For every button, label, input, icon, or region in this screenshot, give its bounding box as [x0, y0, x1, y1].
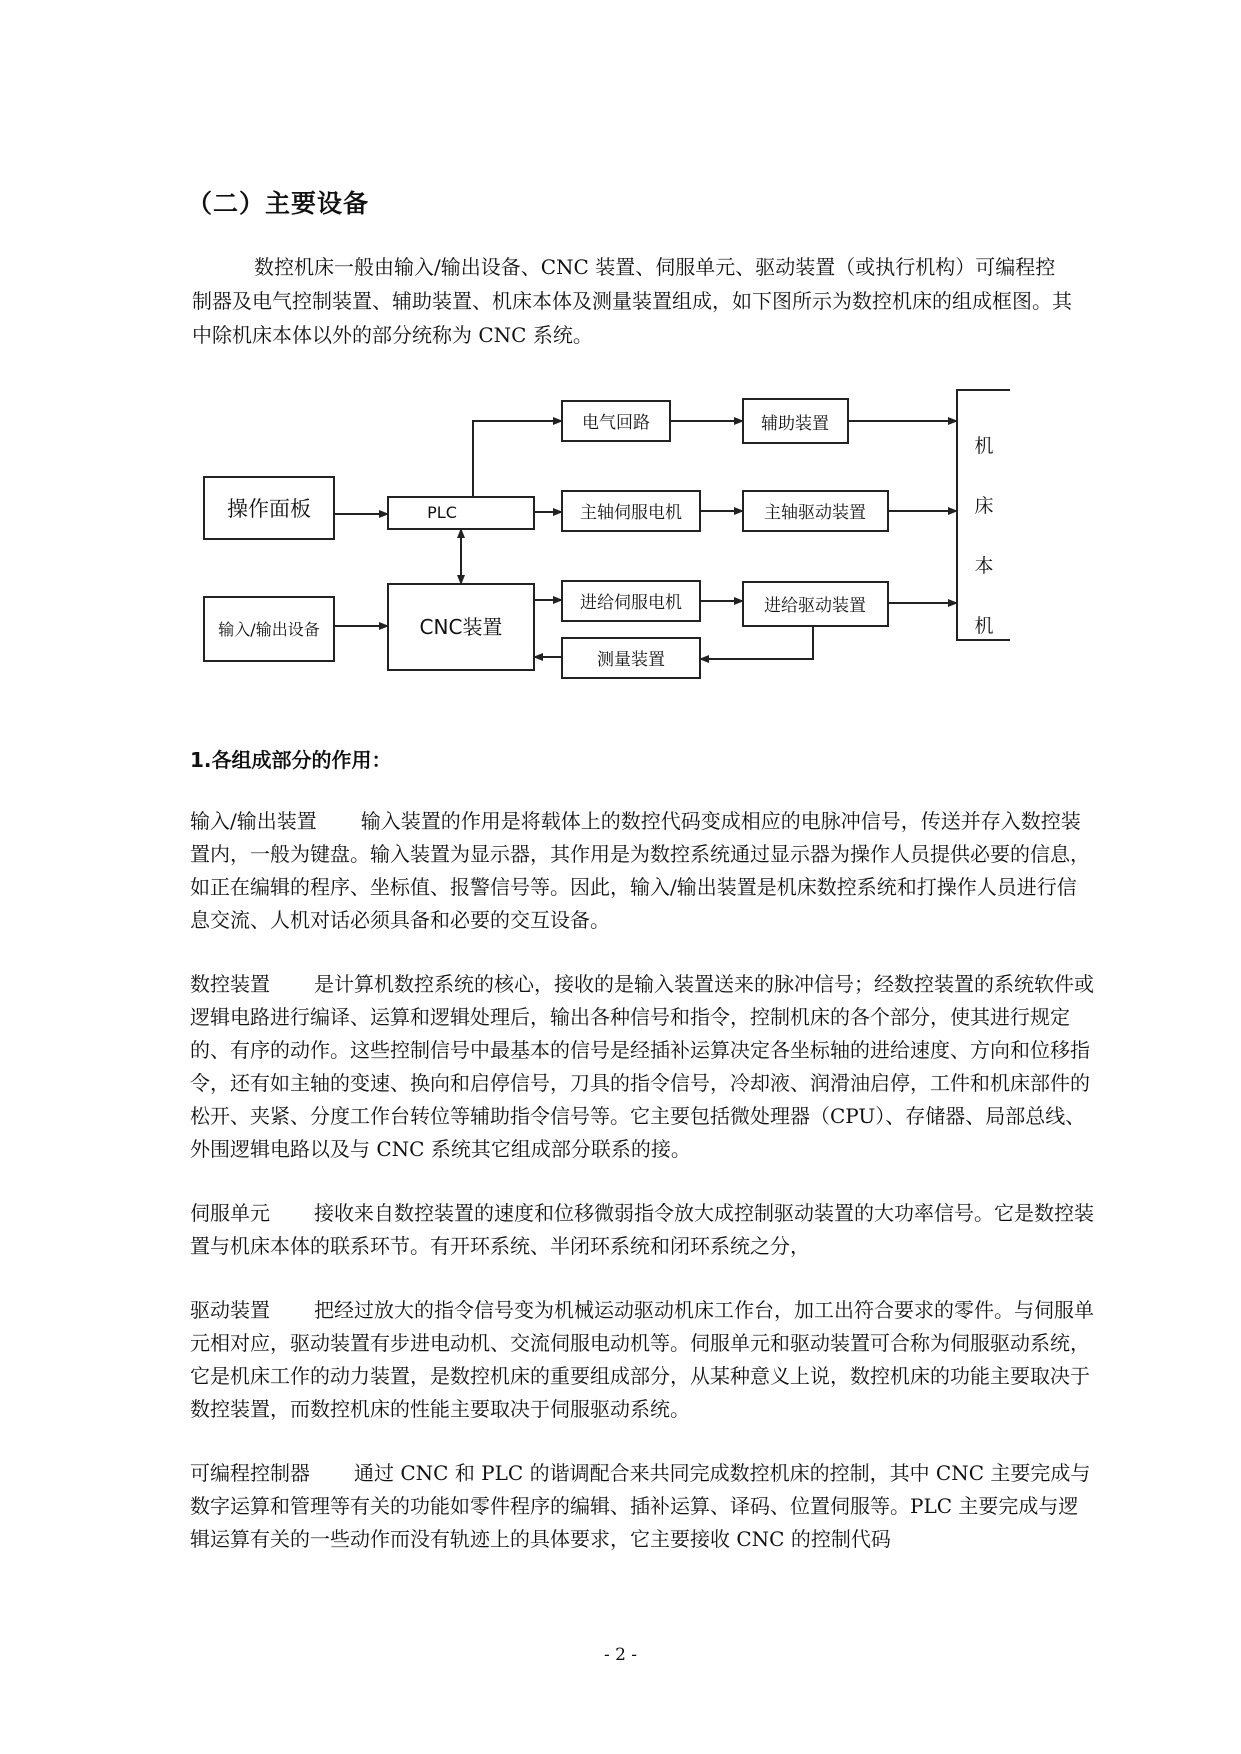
term-label: 输入/输出装置 — [190, 809, 317, 833]
section-text: 通过 CNC 和 PLC 的谐调配合来共同完成数控机床的控制，其中 CNC 主要完成与数字运算和管理等有关的功能如零件程序的编辑、插补运算、译码、位置伺服等。PLC 主要完成与逻辑运算有关的一些动作而没有轨迹上的具体要求，它主要接收 CNC 的控制代码 — [190, 1461, 1091, 1551]
io-device-label: 输入/输出设备 — [218, 620, 320, 639]
section-text: 输入装置的作用是将载体上的数控代码变成相应的电脉冲信号，传送并存入数控装置内，一般为键盘。输入装置为显示器，其作用是为数控系统通过显示器为操作人员提供必要的信息，如正在编辑的程序、坐标值、报警信号等。因此，输入/输出装置是机床数控系统和打操作人员进行信息交流、人机对话必须具备和必要的交互设备。 — [190, 809, 1090, 932]
components-text — [190, 805, 1095, 1587]
aux-device-label: 辅助装置 — [761, 414, 829, 434]
cnc-device-label: CNC装置 — [419, 615, 503, 639]
components-subheading: 1.各组成部分的作用： — [190, 748, 392, 772]
measure-device-label: 测量装置 — [597, 650, 665, 670]
section-text: 把经过放大的指令信号变为机械运动驱动机床工作台，加工出符合要求的零件。与伺服单元相对应，驱动装置有步进电动机、交流伺服电动机等。伺服单元和驱动装置可合称为伺服驱动系统，它是机床工作的动力装置，是数控机床的重要组成部分，从某种意义上说，数控机床的功能主要取决于数控装置，而数控机床的性能主要取决于伺服驱动系统。 — [190, 1298, 1094, 1421]
machine-body-char: 机 — [974, 435, 994, 457]
operator-panel-label: 操作面板 — [227, 497, 311, 521]
electric-circuit-label: 电气回路 — [582, 413, 650, 433]
machine-body-char: 本 — [974, 555, 994, 577]
section-servo — [190, 1197, 1095, 1263]
page-number: - 2 - — [603, 1645, 638, 1665]
section-drive — [190, 1294, 1095, 1426]
machine-body-char: 机 — [974, 615, 994, 637]
plc-label: PLC — [427, 503, 457, 522]
section-cnc — [190, 968, 1095, 1166]
section-io — [190, 805, 1095, 937]
intro-paragraph — [192, 250, 1072, 352]
section-plc — [190, 1457, 1095, 1556]
section-text: 是计算机数控系统的核心，接收的是输入装置送来的脉冲信号；经数控装置的系统软件或逻辑电路进行编译、运算和逻辑处理后，输出各种信号和指令，控制机床的各个部分，使其进行规定的、有序的动作。这些控制信号中最基本的信号是经插补运算决定各坐标轴的进给速度、方向和位移指令，还有如主轴的变速、换向和启停信号，刀具的指令信号，冷却液、润滑油启停，工件和机床部件的松开、夹紧、分度工作台转位等辅助指令信号等。它主要包括微处理器（CPU）、存储器、局部总线、外围逻辑电路以及与 CNC 系统其它组成部分联系的接。 — [190, 972, 1094, 1161]
intro-text: 数控机床一般由输入/输出设备、CNC 装置、伺服单元、驱动装置（或执行机构）可编程控制器及电气控制装置、辅助装置、机床本体及测量装置组成，如下图所示为数控机床的组成框图。其中除机床本体以外的部分统称为 CNC 系统。 — [192, 255, 1072, 347]
plc-box — [388, 497, 534, 529]
feed-drive-label: 进给驱动装置 — [764, 596, 866, 616]
cnc-block-diagram — [190, 385, 1010, 715]
term-label: 数控装置 — [190, 972, 270, 996]
section-text: 接收来自数控装置的速度和位移微弱指令放大成控制驱动装置的大功率信号。它是数控装置与机床本体的联系环节。有开环系统、半闭环系统和闭环系统之分， — [190, 1201, 1094, 1258]
feed-motor-label: 进给伺服电机 — [580, 593, 682, 613]
spindle-motor-label: 主轴伺服电机 — [580, 503, 682, 523]
section-heading: （二）主要设备 — [187, 189, 370, 218]
spindle-drive-label: 主轴驱动装置 — [764, 503, 866, 523]
machine-body-char: 床 — [974, 495, 994, 517]
term-label: 可编程控制器 — [190, 1461, 310, 1485]
term-label: 驱动装置 — [190, 1298, 270, 1322]
term-label: 伺服单元 — [190, 1201, 270, 1225]
